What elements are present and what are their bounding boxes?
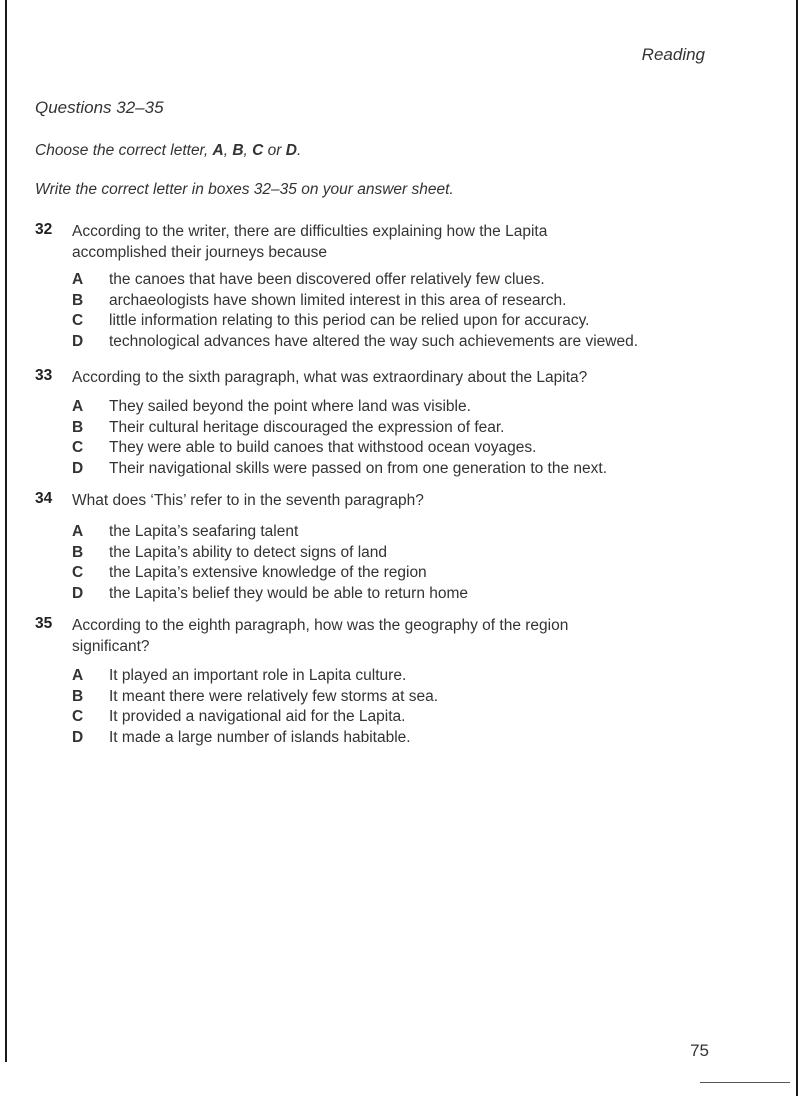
option-a	[72, 523, 732, 544]
question-number: 32	[35, 221, 53, 238]
option-letter: B	[72, 543, 84, 561]
question-text	[72, 615, 672, 657]
instruction-or: or	[263, 142, 286, 159]
question-text	[72, 221, 672, 263]
page-number: 75	[690, 1041, 709, 1060]
option-text: Their navigational skills were passed on from one generation to the next.	[109, 459, 608, 477]
options-list	[72, 667, 732, 749]
option-letter: C	[72, 708, 84, 725]
question-number: 33	[35, 367, 53, 384]
option-c	[72, 708, 732, 729]
option-letter: A	[72, 523, 84, 540]
question-text-line: What does ‘This’ refer to in the seventh paragraph?	[72, 492, 424, 509]
option-letter: A	[72, 398, 84, 415]
option-c	[72, 439, 732, 460]
instruction-sep: ,	[223, 142, 233, 159]
option-b	[72, 292, 732, 313]
option-c	[72, 312, 732, 333]
questions-title: Questions 32–35	[35, 98, 164, 117]
option-a	[72, 667, 732, 688]
option-text: the canoes that have been discovered offer relatively few clues.	[109, 271, 545, 288]
letter-c: C	[252, 142, 264, 159]
question-text-line: According to the eighth paragraph, how was the geography of the region	[72, 617, 569, 634]
instruction-sep: ,	[243, 142, 253, 159]
option-letter: D	[72, 332, 84, 350]
question-text	[72, 367, 672, 388]
options-list	[72, 398, 732, 480]
option-letter: D	[72, 584, 84, 602]
left-margin-rule	[5, 0, 7, 1062]
question-number: 35	[35, 615, 53, 632]
option-text: the Lapita’s extensive knowledge of the region	[109, 564, 427, 581]
option-letter: B	[72, 687, 84, 705]
question-text-line: According to the sixth paragraph, what was extraordinary about the Lapita?	[72, 369, 588, 386]
option-letter: B	[72, 291, 84, 309]
option-b	[72, 688, 732, 709]
option-text: little information relating to this period can be relied upon for accuracy.	[109, 312, 590, 329]
option-letter: D	[72, 459, 84, 477]
option-d	[72, 585, 732, 606]
letter-a: A	[212, 142, 224, 159]
option-d	[72, 333, 732, 354]
option-text: It meant there were relatively few storms at sea.	[109, 687, 439, 705]
right-margin-rule	[796, 0, 798, 1096]
question-text	[72, 490, 672, 511]
options-list	[72, 271, 732, 353]
question-text-line: significant?	[72, 638, 150, 655]
option-a	[72, 398, 732, 419]
option-letter: C	[72, 439, 84, 456]
letter-b: B	[232, 142, 244, 159]
option-a	[72, 271, 732, 292]
option-d	[72, 460, 732, 481]
option-text: Their cultural heritage discouraged the expression of fear.	[109, 418, 505, 436]
question-number: 34	[35, 490, 53, 507]
option-text: They sailed beyond the point where land was visible.	[109, 398, 471, 415]
option-letter: C	[72, 564, 84, 581]
options-list	[72, 523, 732, 605]
option-text: It made a large number of islands habitable.	[109, 728, 411, 746]
instruction-answer-sheet: Write the correct letter in boxes 32–35 on your answer sheet.	[35, 181, 454, 198]
option-text: the Lapita’s seafaring talent	[109, 523, 299, 540]
option-letter: A	[72, 667, 84, 684]
option-text: It played an important role in Lapita culture.	[109, 667, 407, 684]
instruction-choose	[35, 142, 301, 160]
option-letter: C	[72, 312, 84, 329]
option-letter: D	[72, 728, 84, 746]
option-text: It provided a navigational aid for the Lapita.	[109, 708, 406, 725]
instruction-prefix: Choose the correct letter,	[35, 142, 213, 159]
footer-rule	[700, 1082, 790, 1083]
option-b	[72, 544, 732, 565]
option-text: archaeologists have shown limited interest in this area of research.	[109, 291, 567, 309]
option-b	[72, 419, 732, 440]
option-text: the Lapita’s ability to detect signs of land	[109, 543, 388, 561]
option-text: technological advances have altered the way such achievements are viewed.	[109, 332, 639, 350]
question-text-line: According to the writer, there are difficulties explaining how the Lapita	[72, 223, 548, 240]
option-text: They were able to build canoes that withstood ocean voyages.	[109, 439, 537, 456]
option-letter: B	[72, 418, 84, 436]
option-c	[72, 564, 732, 585]
section-label: Reading	[641, 45, 705, 64]
letter-d: D	[285, 142, 297, 159]
option-text: the Lapita’s belief they would be able to return home	[109, 584, 469, 602]
option-letter: A	[72, 271, 84, 288]
question-text-line: accomplished their journeys because	[72, 244, 328, 261]
instruction-suffix: .	[296, 142, 302, 159]
option-d	[72, 729, 732, 750]
